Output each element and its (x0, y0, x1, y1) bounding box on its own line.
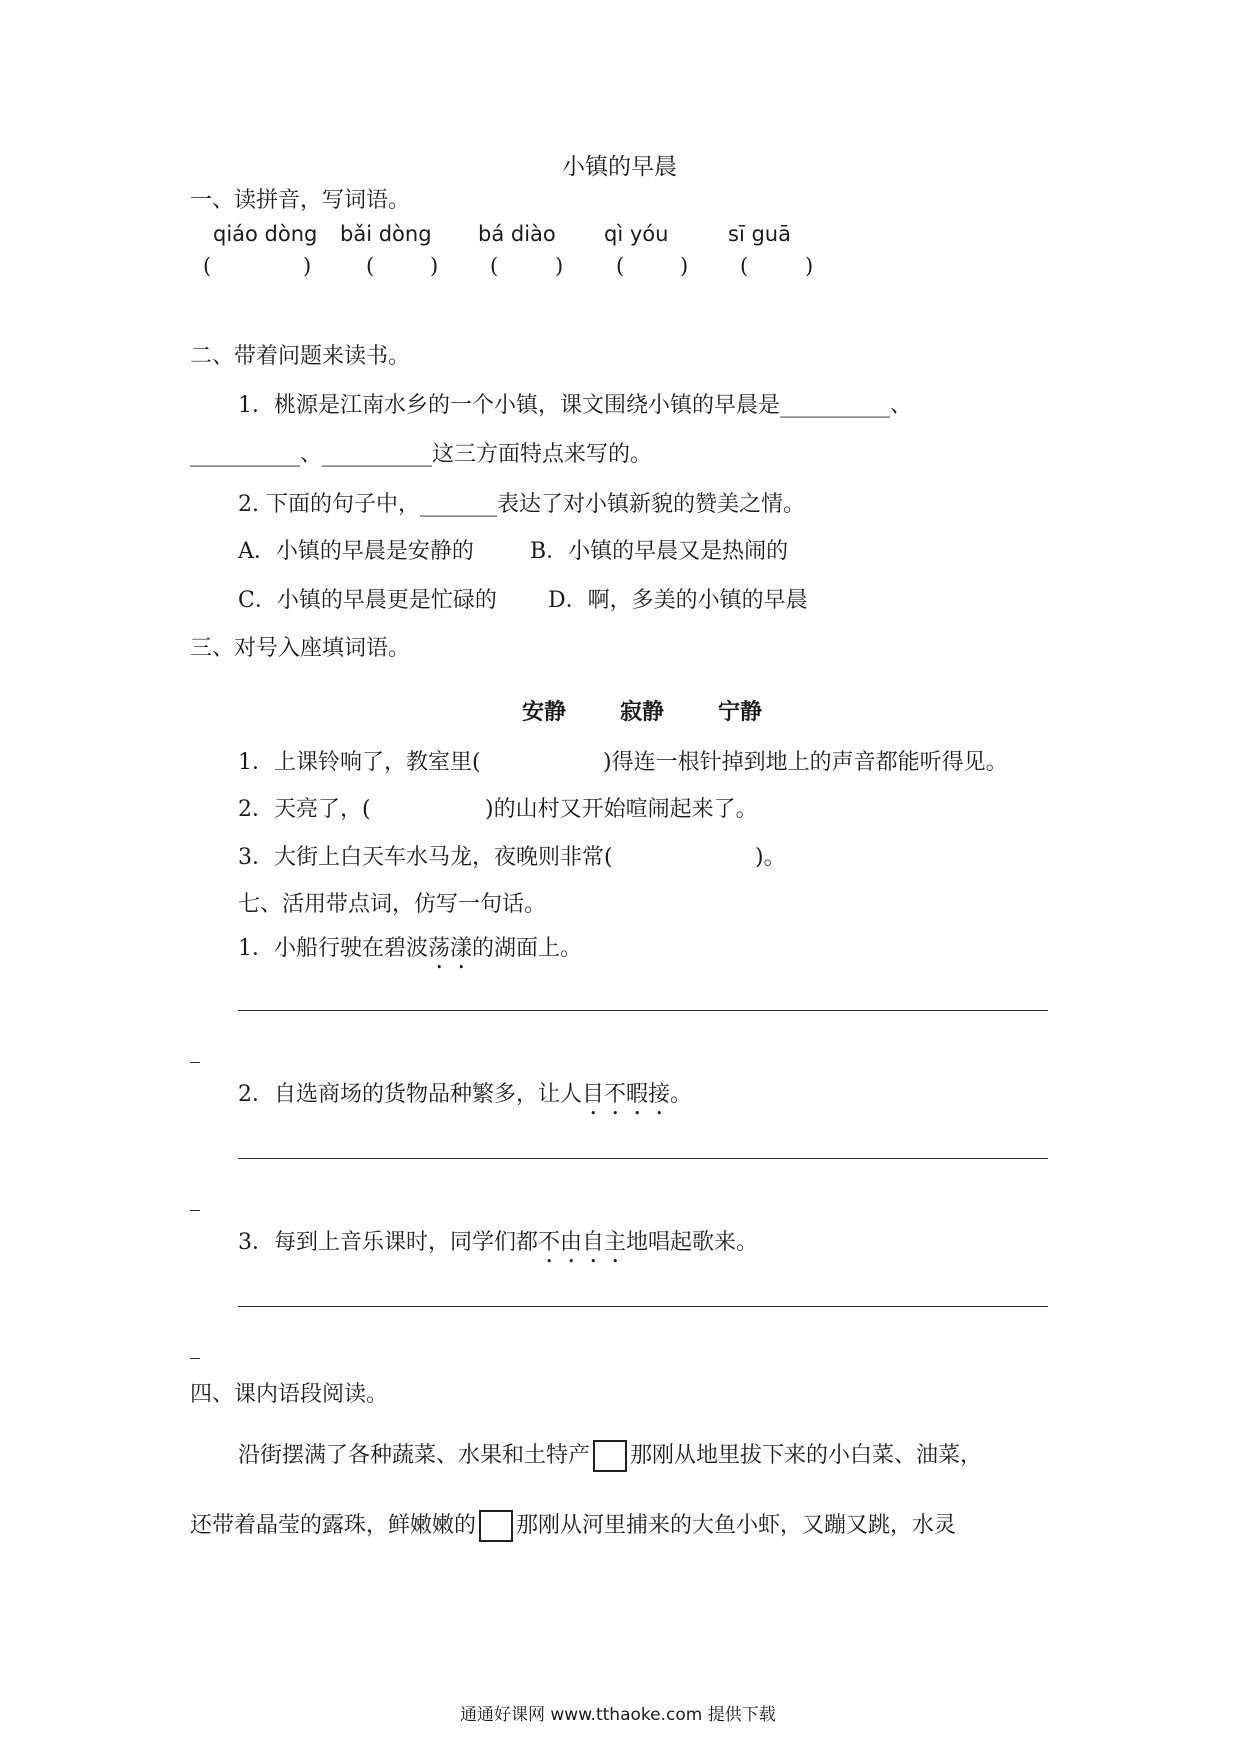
word-choice-3: 宁静 (718, 700, 763, 725)
section-4-heading: 四、课内语段阅读。 (190, 1382, 389, 1407)
answer-line-3-tail (190, 1358, 200, 1359)
pinyin-5: sī guā (728, 222, 791, 246)
answer-paren-open-2: ( (366, 254, 375, 278)
answer-line-3 (238, 1306, 1048, 1307)
reading-passage-line-2: 还带着晶莹的露珠，鲜嫩嫩的 那刚从河里捕来的大鱼小虾，又蹦又跳，水灵 (190, 1506, 956, 1546)
section-7-heading: 七、活用带点词，仿写一句话。 (238, 892, 547, 917)
answer-paren-close-5: ) (805, 254, 814, 278)
answer-paren-open-1: ( (203, 254, 212, 278)
question-3-2-end: )的山村又开始喧闹起来了。 (485, 797, 758, 822)
question-2-1-line-2: __________、__________这三方面特点来写的。 (190, 442, 653, 467)
question-3-1-start: 1．上课铃响了，教室里( (238, 750, 481, 775)
pinyin-1: qiáo dòng (213, 222, 318, 246)
answer-line-1-tail (190, 1062, 200, 1063)
option-d: D．啊，多美的小镇的早晨 (548, 588, 808, 613)
answer-paren-close-2: ) (430, 254, 439, 278)
section-1-heading: 一、读拼音，写词语。 (190, 188, 411, 213)
answer-paren-open-4: ( (616, 254, 625, 278)
option-a: A．小镇的早晨是安静的 (238, 539, 474, 564)
answer-paren-open-5: ( (740, 254, 749, 278)
imitation-sentence-3: 3．每到上音乐课时，同学们都不由自主地唱起歌来。 (238, 1230, 759, 1255)
answer-paren-close-4: ) (680, 254, 689, 278)
option-b: B．小镇的早晨又是热闹的 (530, 539, 789, 564)
section-2-heading: 二、带着问题来读书。 (190, 344, 411, 369)
question-3-3-start: 3．大街上白天车水马龙，夜晚则非常( (238, 845, 613, 870)
answer-paren-open-3: ( (490, 254, 499, 278)
question-2-1-line-1: 1．桃源是江南水乡的一个小镇，课文围绕小镇的早晨是__________、 (238, 393, 912, 418)
answer-line-2 (238, 1158, 1048, 1159)
word-choice-1: 安静 (522, 700, 567, 725)
answer-paren-close-3: ) (555, 254, 564, 278)
question-2-2: 2. 下面的句子中，_______表达了对小镇新貌的赞美之情。 (238, 492, 805, 517)
answer-line-1 (238, 1010, 1048, 1011)
reading-passage-line-1: 沿街摆满了各种蔬菜、水果和土特产 那刚从地里拔下来的小白菜、油菜， (238, 1436, 982, 1476)
imitation-sentence-1: 1．小船行驶在碧波荡漾的湖面上。 (238, 936, 583, 961)
page-footer: 通通好课网 www.tthaoke.com 提供下载 (460, 1705, 776, 1725)
pinyin-3: bá diào (478, 222, 556, 246)
pinyin-4: qì yóu (604, 222, 669, 246)
answer-paren-close-1: ) (303, 254, 312, 278)
word-choice-2: 寂静 (620, 700, 665, 725)
question-3-1-end: )得连一根针掉到地上的声音都能听得见。 (603, 750, 1008, 775)
pinyin-2: bǎi dòng (340, 222, 432, 246)
punctuation-blank-1[interactable] (593, 1440, 627, 1472)
section-3-heading: 三、对号入座填词语。 (190, 636, 411, 661)
imitation-sentence-2: 2．自选商场的货物品种繁多，让人目不暇接。 (238, 1082, 693, 1107)
punctuation-blank-2[interactable] (479, 1510, 513, 1542)
question-3-3-end: )。 (755, 845, 786, 870)
page-title: 小镇的早晨 (562, 154, 677, 180)
answer-line-2-tail (190, 1210, 200, 1211)
question-3-2-start: 2．天亮了，( (238, 797, 371, 822)
option-c: C．小镇的早晨更是忙碌的 (238, 588, 497, 613)
